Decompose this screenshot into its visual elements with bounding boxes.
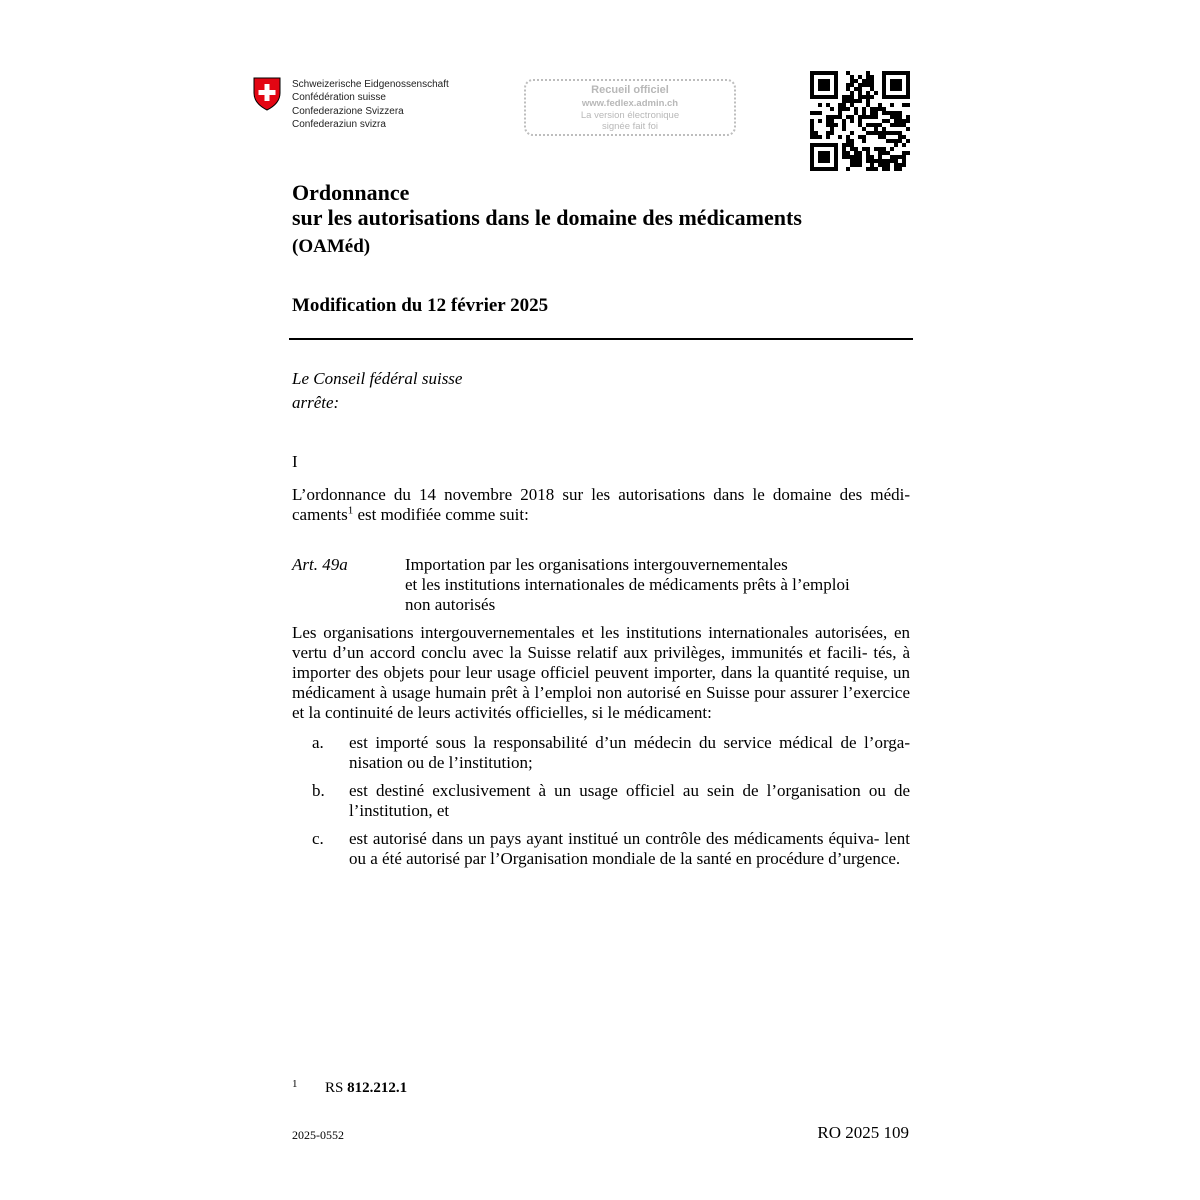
confederation-name-fr: Confédération suisse	[292, 92, 386, 104]
preamble-line-2: arrête:	[292, 393, 340, 412]
article-title-line-1: Importation par les organisations intergouvernementales	[405, 555, 788, 574]
intro-paragraph	[292, 485, 910, 525]
stamp-line-1: Recueil officiel	[591, 84, 669, 96]
document-title	[292, 180, 802, 230]
official-collection-stamp	[524, 79, 736, 136]
swiss-coat-of-arms-icon	[253, 77, 281, 111]
title-abbreviation: (OAMéd)	[292, 236, 371, 257]
article-paragraph: Les organisations intergouvernementales et les institutions internationales autorisées, en vertu d’un accord conclu avec la Suisse relatif aux privilèges, immunités et facili- tés, à importer des objets pour leur usage officiel peuvent importer, dans la quantité requise, un médicament à usage humain prêt à l’emploi non autorisé en Suisse pour assurer l’exercice et la continuité de leurs activités officielles, si le médicament:	[292, 623, 910, 722]
article-title-line-3: non autorisés	[405, 595, 496, 614]
title-divider	[289, 338, 913, 340]
confederation-names	[292, 78, 449, 131]
article-title	[405, 555, 910, 615]
article-number: Art. 49a	[292, 555, 348, 574]
preamble	[292, 367, 462, 415]
title-line-1: Ordonnance	[292, 180, 410, 205]
footnote-ref: 1	[347, 504, 354, 517]
modification-date: Modification du 12 février 2025	[292, 295, 549, 316]
document-id: 2025-0552	[292, 1128, 344, 1142]
list-item-text-c: est autorisé dans un pays ayant institué un contrôle des médicaments équiva- lent ou a été autorisé par l’Organisation mondiale de la santé en procédure d’urgence.	[349, 829, 910, 868]
list-item-letter-c: c.	[312, 829, 324, 848]
list-item-text-b: est destiné exclusivement à un usage officiel au sein de l’organisation ou de l’institution, et	[349, 781, 910, 820]
footnote-prefix: RS	[325, 1080, 348, 1096]
section-number: I	[292, 452, 298, 471]
stamp-line-4: signée fait foi	[602, 121, 658, 132]
intro-text-end: est modifiée comme suit:	[353, 505, 529, 524]
footnote-text	[325, 1080, 407, 1097]
intro-text: L’ordonnance du 14 novembre 2018 sur les autorisations dans le domaine des médi- caments	[292, 485, 910, 524]
list-item-letter-a: a.	[312, 733, 324, 752]
article-title-line-2: et les institutions internationales de médicaments prêts à l’emploi	[405, 575, 850, 594]
stamp-line-2: www.fedlex.admin.ch	[581, 98, 679, 109]
list-item-letter-b: b.	[312, 781, 325, 800]
title-line-2: sur les autorisations dans le domaine des médicaments	[292, 205, 802, 230]
confederation-name-de: Schweizerische Eidgenossenschaft	[292, 79, 449, 90]
qr-code-icon	[810, 71, 910, 171]
confederation-name-rm: Confederaziun svizra	[292, 118, 386, 130]
footnote-number: 1	[292, 1078, 298, 1090]
confederation-name-it: Confederazione Svizzera	[292, 105, 404, 117]
preamble-line-1: Le Conseil fédéral suisse	[292, 369, 463, 388]
list-item-text-a: est importé sous la responsabilité d’un médecin du service médical de l’orga- nisation ou de l’institution;	[349, 733, 910, 772]
official-collection-reference: RO 2025 109	[817, 1123, 909, 1142]
footnote-reference: 812.212.1	[347, 1080, 408, 1096]
stamp-line-3: La version électronique	[580, 110, 680, 121]
